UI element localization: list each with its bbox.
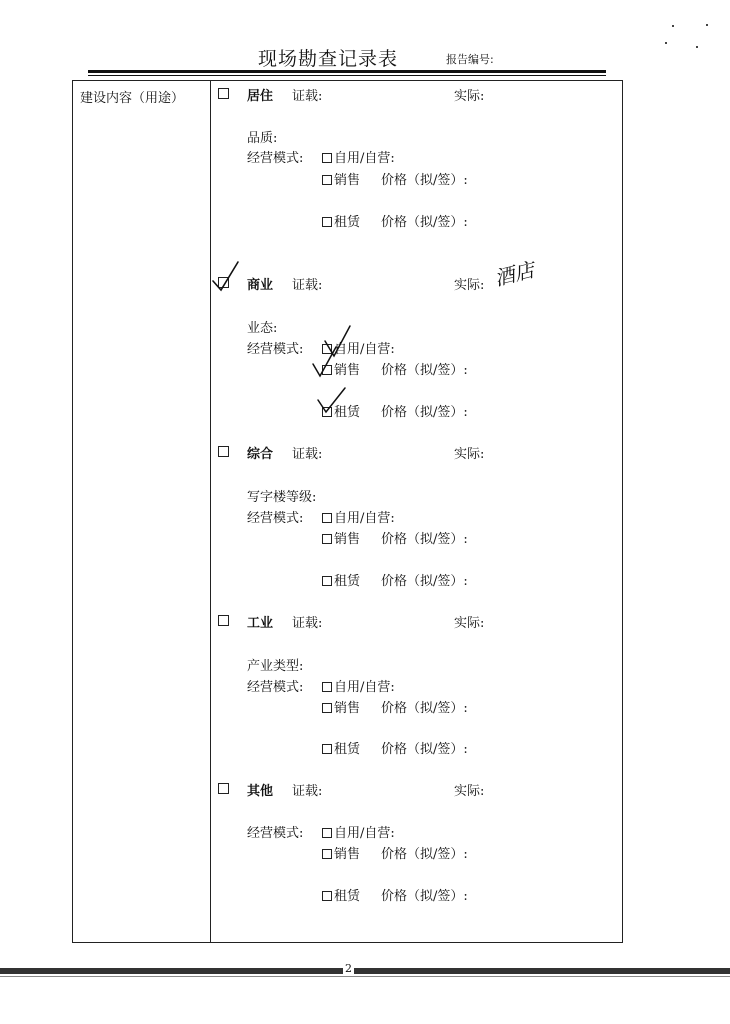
page-number: 2 (345, 962, 352, 975)
check-mark-rent-commercial (318, 388, 345, 412)
section-name-residential: 居住 (247, 89, 274, 104)
option-rent-text: 租赁 (334, 405, 361, 420)
option-sale-text: 销售 (334, 847, 361, 862)
section-name-mixed: 综合 (247, 447, 274, 462)
cert-label-commercial: 证载: (292, 278, 323, 293)
option-sale-text: 销售 (334, 363, 361, 378)
check-mark-commercial (213, 262, 238, 290)
office-grade-label: 写字楼等级: (247, 490, 317, 505)
format-label: 业态: (247, 321, 278, 336)
actual-label-commercial: 实际: (454, 278, 485, 293)
actual-label-industrial: 实际: (454, 616, 485, 631)
mode-label-residential: 经营模式: (247, 151, 304, 166)
section-name-commercial: 商业 (247, 278, 274, 293)
price-label-sale-commercial: 价格（拟/签）: (381, 363, 468, 378)
option-self-text: 自用/自营: (334, 511, 395, 526)
section-name-other: 其他 (247, 784, 274, 799)
option-sale-text: 销售 (334, 532, 361, 547)
option-rent-text: 租赁 (334, 889, 361, 904)
cert-label-other: 证载: (292, 784, 323, 799)
scan-speck (706, 24, 708, 26)
page-title: 现场勘查记录表 (258, 48, 399, 70)
scan-speck (672, 25, 674, 27)
mode-label-mixed: 经营模式: (247, 511, 304, 526)
check-mark-sale-commercial (313, 347, 336, 376)
option-sale-text: 销售 (334, 701, 361, 716)
price-label-rent-commercial: 价格（拟/签）: (381, 405, 468, 420)
option-self-text: 自用/自营: (334, 826, 395, 841)
price-label-sale-other: 价格（拟/签）: (381, 847, 468, 862)
price-label-rent-other: 价格（拟/签）: (381, 889, 468, 904)
option-self-text: 自用/自营: (334, 680, 395, 695)
handwritten-actual-commercial: 酒店 (492, 257, 537, 291)
price-label-sale-residential: 价格（拟/签）: (381, 173, 468, 188)
mode-label-industrial: 经营模式: (247, 680, 304, 695)
industry-type-label: 产业类型: (247, 659, 304, 674)
option-self-text: 自用/自营: (334, 151, 395, 166)
cert-label-industrial: 证载: (292, 616, 323, 631)
actual-label-mixed: 实际: (454, 447, 485, 462)
scan-speck (696, 46, 698, 48)
mode-label-other: 经营模式: (247, 826, 304, 841)
report-number-label: 报告编号: (446, 53, 494, 66)
construction-content-label: 建设内容（用途） (80, 91, 185, 106)
option-rent-text: 租赁 (334, 742, 361, 757)
quality-label: 品质: (247, 131, 278, 146)
price-label-rent-residential: 价格（拟/签）: (381, 215, 468, 230)
price-label-rent-industrial: 价格（拟/签）: (381, 742, 468, 757)
option-rent-text: 租赁 (334, 215, 361, 230)
section-name-industrial: 工业 (247, 616, 274, 631)
scan-speck (665, 42, 667, 44)
option-rent-text: 租赁 (334, 574, 361, 589)
price-label-rent-mixed: 价格（拟/签）: (381, 574, 468, 589)
mode-label-commercial: 经营模式: (247, 342, 304, 357)
scan-edge-band (0, 968, 730, 974)
actual-label-residential: 实际: (454, 89, 485, 104)
option-self-text: 自用/自营: (334, 342, 395, 357)
option-sale-text: 销售 (334, 173, 361, 188)
check-mark-self-commercial (325, 326, 350, 356)
price-label-sale-mixed: 价格（拟/签）: (381, 532, 468, 547)
cert-label-mixed: 证载: (292, 447, 323, 462)
scan-edge-line (0, 976, 730, 977)
cert-label-residential: 证载: (292, 89, 323, 104)
actual-label-other: 实际: (454, 784, 485, 799)
price-label-sale-industrial: 价格（拟/签）: (381, 701, 468, 716)
